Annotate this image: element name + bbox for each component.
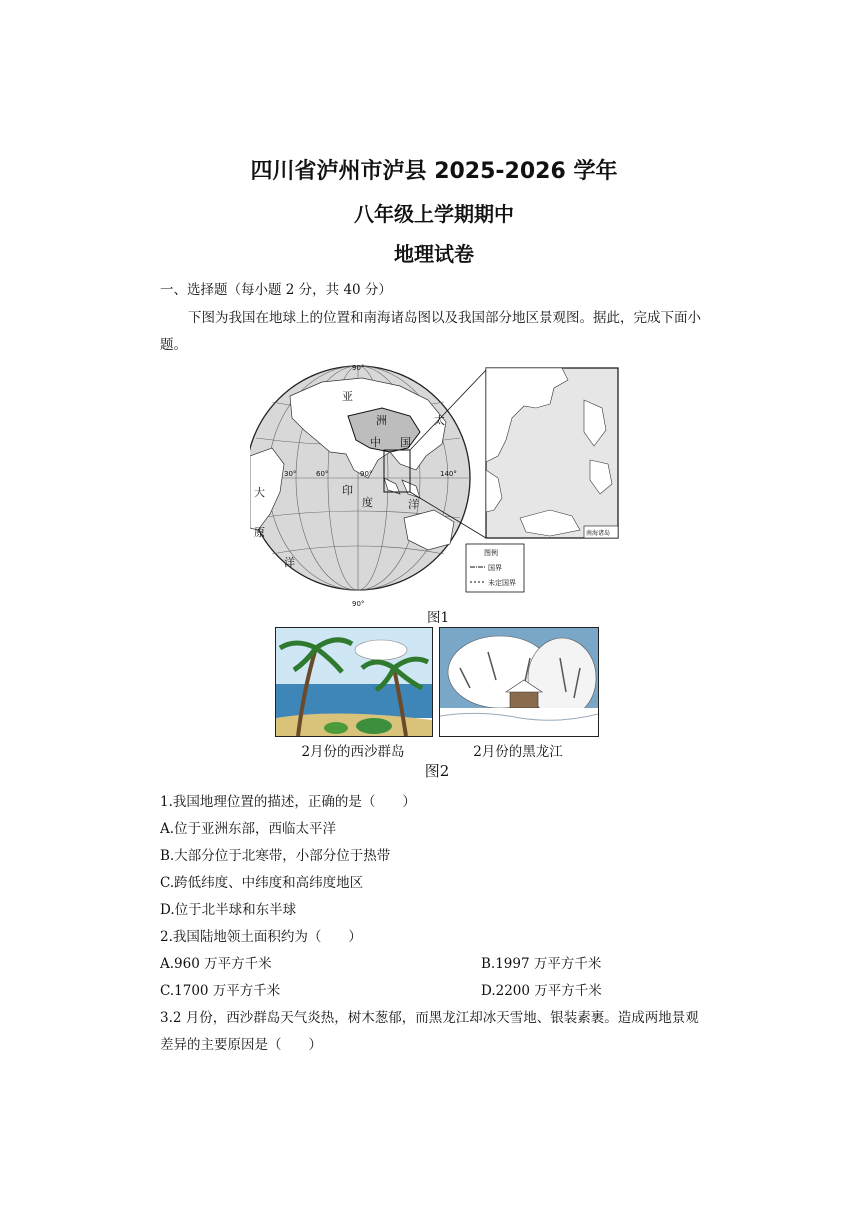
question-2-option-d: D.2200 万平方千米 — [481, 983, 602, 999]
intro-line-1: 下图为我国在地球上的位置和南海诸岛图以及我国部分地区景观图。据此，完成下面小 — [188, 310, 701, 326]
map-legend — [466, 544, 524, 592]
inset-label: 南海诸岛 — [586, 530, 611, 537]
label-lon-30: 30° — [284, 470, 297, 478]
question-2-option-c: C.1700 万平方千米 — [160, 983, 281, 999]
question-1-option-d: D.位于北半球和东半球 — [160, 902, 297, 918]
label-yang: 洋 — [284, 556, 295, 569]
label-guo: 国 — [400, 436, 411, 449]
label-lon-60: 60° — [316, 470, 329, 478]
photo-heilongjiang — [439, 627, 599, 737]
label-china: 中 — [370, 436, 381, 449]
label-indian-1: 印 — [342, 484, 353, 497]
label-asia-1: 亚 — [342, 390, 353, 403]
label-indian-3: 洋 — [408, 498, 419, 511]
label-asia-2: 洲 — [376, 414, 387, 427]
question-2-option-b: B.1997 万平方千米 — [481, 956, 602, 972]
label-da: 大 — [254, 486, 265, 499]
exam-title-grade: 八年级上学期期中 — [354, 202, 514, 226]
label-90-bottom: 90° — [352, 600, 365, 608]
photo-2-caption: 2月份的黑龙江 — [473, 744, 563, 760]
question-2-stem: 2.我国陆地领土面积约为（ ） — [160, 929, 362, 945]
label-lon-140: 140° — [440, 470, 457, 478]
figure-1-caption: 图1 — [426, 610, 450, 626]
label-pacific: 太 — [434, 414, 445, 427]
label-90-top: 90° — [352, 364, 365, 372]
label-lon-90: 90° — [360, 470, 373, 478]
exam-title-subject: 地理试卷 — [394, 242, 474, 266]
exam-title-school: 四川省泸州市泸县 2025-2026 学年 — [250, 159, 618, 184]
south-china-sea-inset — [486, 368, 618, 538]
label-indian-2: 度 — [362, 496, 373, 509]
label-yuan: 原 — [254, 526, 265, 539]
globe-map-svg — [250, 360, 630, 615]
section-heading: 一、选择题（每小题 2 分，共 40 分） — [160, 282, 392, 298]
intro-line-2: 题。 — [160, 337, 187, 353]
question-1-stem: 1.我国地理位置的描述，正确的是（ ） — [160, 794, 416, 810]
question-1-option-b: B.大部分位于北寒带，小部分位于热带 — [160, 848, 391, 864]
question-1-option-a: A.位于亚洲东部，西临太平洋 — [160, 821, 337, 837]
figure-1-map — [250, 360, 630, 615]
question-1-option-c: C.跨低纬度、中纬度和高纬度地区 — [160, 875, 364, 891]
legend-item-1: 国界 — [488, 564, 502, 572]
question-3-stem-line-1: 3.2 月份，西沙群岛天气炎热，树木葱郁，而黑龙江却冰天雪地、银装素裹。造成两地景观 — [160, 1010, 699, 1026]
legend-title: 图例 — [484, 549, 498, 557]
figure-2-caption: 图2 — [424, 762, 450, 780]
question-3-stem-line-2: 差异的主要原因是（ ） — [160, 1037, 322, 1053]
question-2-option-a: A.960 万平方千米 — [160, 956, 272, 972]
photo-1-caption: 2月份的西沙群岛 — [301, 744, 405, 760]
legend-item-2: 未定国界 — [488, 579, 516, 587]
photo-xisha-islands — [275, 627, 433, 737]
